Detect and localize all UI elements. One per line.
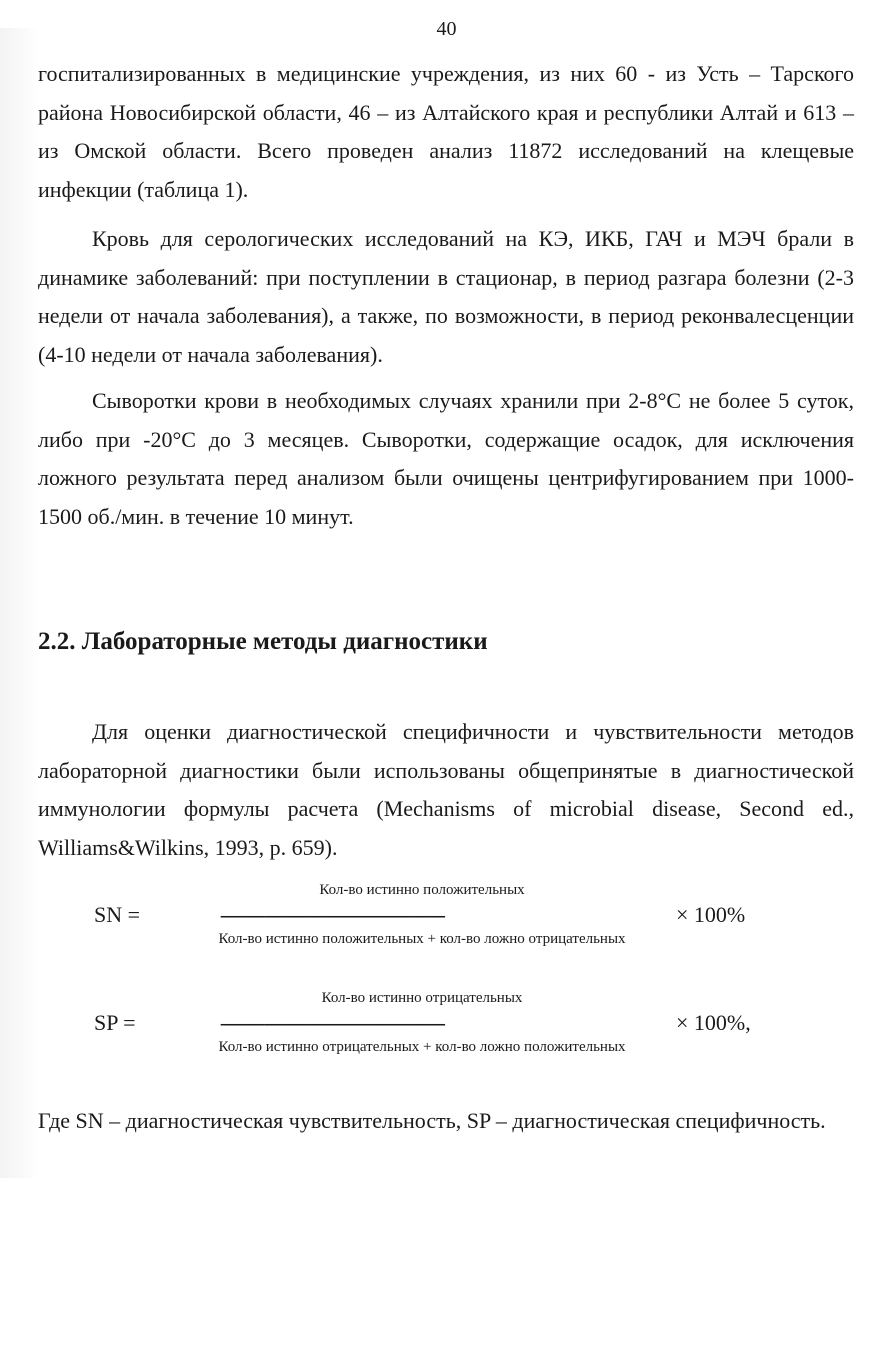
formula-sp-multiplier: × 100%, — [676, 1010, 751, 1035]
section-heading: 2.2. Лабораторные методы диагностики — [38, 628, 488, 655]
formula-sensitivity — [38, 882, 854, 962]
formula-sn-multiplier: × 100% — [676, 902, 746, 927]
formula-sp-fraction-line: --------------------------------------------------- — [220, 1013, 445, 1033]
paragraph-hospitalized: госпитализированных в медицинские учреждения, из них 60 - из Усть – Тарского района Новосибирской области, 46 – из Алтайского края и республики Алтай и 613 – из Омской области. Всего проведен анализ 11872 исследований на клещевые инфекции (таблица 1). — [38, 61, 854, 202]
scan-shadow-edge — [0, 28, 38, 1178]
paragraph-blood-sampling: Кровь для серологических исследований на КЭ, ИКБ, ГАЧ и МЭЧ брали в динамике заболеваний: при поступлении в стационар, в период разгара болезни (2-3 недели от начала заболевания), а также, по возможности, в период реконвалесценции (4-10 недели от начала заболевания). — [38, 226, 854, 367]
formula-sp-numerator: Кол-во истинно отрицательных — [321, 990, 523, 1006]
formula-sn-lhs: SN = — [94, 902, 141, 927]
formula-sn-denominator: Кол-во истинно положительных + кол-во ложно отрицательных — [218, 931, 626, 947]
paragraph-methods: Для оценки диагностической специфичности и чувствительности методов лабораторной диагностики были использованы общепринятые в диагностической иммунологии формулы расчета (Mechanisms of microbial disease, Second ed., Williams&Wilkins, 1993, p. 659). — [38, 719, 854, 860]
page-number: 40 — [436, 18, 457, 40]
formula-specificity — [38, 990, 854, 1070]
formula-sp-lhs: SP = — [94, 1010, 136, 1035]
formula-sn-fraction-line: --------------------------------------------------- — [220, 905, 445, 925]
formula-sn-numerator: Кол-во истинно положительных — [319, 882, 525, 898]
formula-sp-denominator: Кол-во истинно отрицательных + кол-во ложно положительных — [218, 1039, 626, 1055]
paragraph-definitions: Где SN – диагностическая чувствительность, SP – диагностическая специфичность. — [38, 1108, 826, 1133]
paragraph-serum-storage: Сыворотки крови в необходимых случаях хранили при 2-8°С не более 5 суток, либо при -20°С до 3 месяцев. Сыворотки, содержащие осадок, для исключения ложного результата перед анализом были очищены центрифугированием при 1000-1500 об./мин. в течение 10 минут. — [38, 388, 854, 529]
